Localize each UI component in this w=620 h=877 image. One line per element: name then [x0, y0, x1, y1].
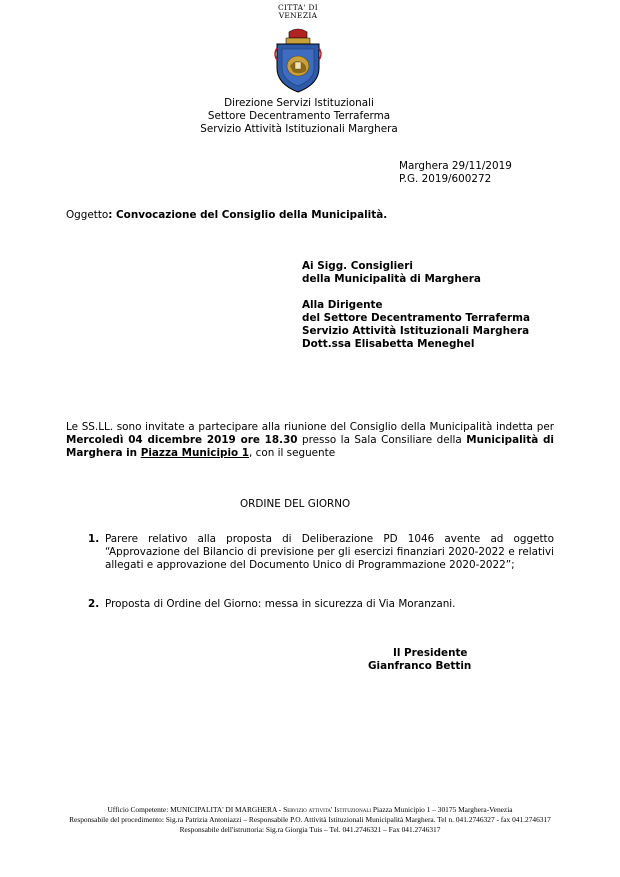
- signatory-role: Il Presidente: [393, 647, 468, 659]
- recipient-group-councillors: [302, 260, 481, 286]
- agenda-item: [88, 533, 554, 573]
- footer-instructor-line: Responsabile dell'istruttoria: Sig.ra Giorgia Tuis – Tel. 041.2746321 – Fax 041.2746317: [179, 825, 441, 834]
- meeting-address: Piazza Municipio 1: [140, 447, 250, 459]
- recipient-line: della Municipalità di Marghera: [302, 273, 481, 285]
- footer: [20, 805, 600, 835]
- recipient-group-director: [302, 299, 530, 351]
- venezia-crest-icon: [271, 24, 325, 94]
- subject-label: Oggetto: [66, 209, 109, 221]
- subject-text: : Convocazione del Consiglio della Municipalità.: [108, 209, 388, 221]
- city-name-line1: CITTA' DI: [278, 3, 318, 12]
- body-text: Le SS.LL. sono invitate a partecipare alla riunione del Consiglio della Municipalità indetta per: [66, 421, 554, 433]
- header-line-sector: Settore Decentramento Terraferma: [207, 110, 391, 122]
- recipient-line: del Settore Decentramento Terraferma: [302, 312, 530, 324]
- header-line-directorate: Direzione Servizi Istituzionali: [224, 97, 374, 109]
- body-text: , con il seguente: [249, 447, 336, 459]
- recipient-line: Alla Dirigente: [302, 299, 383, 311]
- signatory-name: Gianfranco Bettin: [368, 660, 472, 672]
- meeting-place: Municipalità di Marghera in Piazza Municipio 1: [66, 434, 554, 459]
- agenda-title: ORDINE DEL GIORNO: [240, 498, 351, 510]
- subject-line: [66, 209, 387, 221]
- agenda-item: [88, 598, 554, 611]
- body-text: presso la Sala Consiliare della: [297, 434, 467, 446]
- agenda-item-number: 2.: [88, 598, 100, 610]
- date-block: [399, 160, 512, 186]
- agenda-item-number: 1.: [88, 533, 100, 545]
- footer-office-line: Ufficio Competente: MUNICIPALITA' DI MARGHERA - Servizio attivita' Istituzionali Piazza Municipio 1 – 30175 Marghera-Venezia: [107, 805, 513, 814]
- header-line-service: Servizio Attività Istituzionali Marghera: [200, 123, 398, 135]
- meeting-datetime: Mercoledì 04 dicembre 2019 ore 18.30: [66, 434, 298, 446]
- protocol-number: P.G. 2019/600272: [399, 173, 492, 185]
- convocation-paragraph: [66, 421, 554, 460]
- recipient-line: Ai Sigg. Consiglieri: [302, 260, 413, 272]
- recipient-line: Dott.ssa Elisabetta Meneghel: [302, 338, 475, 350]
- agenda-item-text: Parere relativo alla proposta di Deliberazione PD 1046 avente ad oggetto “Approvazione del Bilancio di previsione per gli esercizi finanziari 2020-2022 e relativi allegati e approvazione del Documento Unico di Programmazione 2020-2022”;: [105, 533, 554, 572]
- issuing-office: [170, 97, 428, 136]
- footer-procedure-line: Responsabile del procedimento: Sig.ra Patrizia Antoniazzi – Responsabile P.O. Attività Istituzionali Municipalità Marghera. Tel n. 041.2746327 - fax 041.2746317: [69, 815, 551, 824]
- letter-date: Marghera 29/11/2019: [399, 160, 512, 172]
- recipient-line: Servizio Attività Istituzionali Marghera: [302, 325, 530, 337]
- city-name: [270, 4, 326, 20]
- city-name-line2: VENEZIA: [278, 11, 318, 20]
- agenda-item-text: Proposta di Ordine del Giorno: messa in sicurezza di Via Moranzani.: [105, 598, 456, 610]
